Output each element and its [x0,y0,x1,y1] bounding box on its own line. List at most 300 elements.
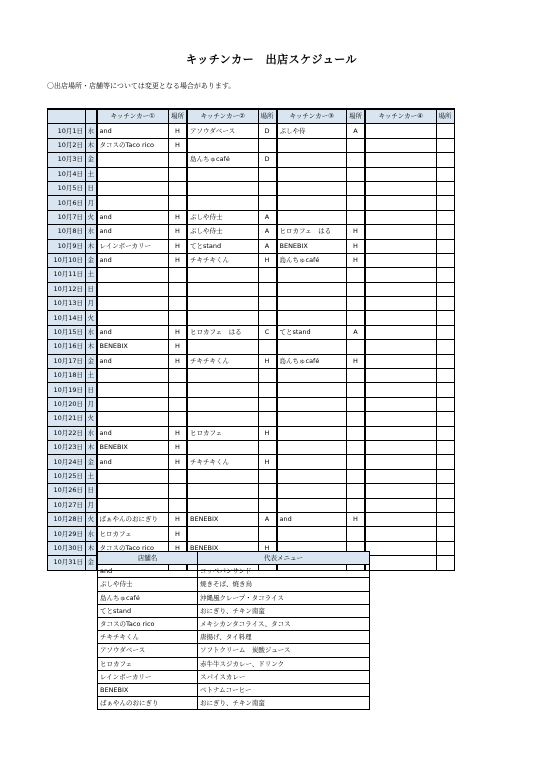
location-4-cell [436,527,454,541]
location-4-cell [436,426,454,440]
kitchencar-1-cell [97,282,169,296]
location-2-cell [258,268,277,282]
header-kitchencar-4: キッチンカー④ [365,109,436,124]
location-4-cell [436,210,454,224]
kitchencar-2-cell [187,340,258,354]
schedule-row [48,311,455,325]
menu-body [98,565,370,710]
dow-cell: 木 [86,541,97,555]
location-2-cell: H [258,455,277,469]
kitchencar-3-cell: and [277,512,347,526]
date-cell: 10月30日 [48,541,86,555]
location-3-cell: H [347,512,366,526]
kitchencar-1-cell: タコスのTaco rico [97,138,169,152]
location-3-cell [347,527,366,541]
schedule-row [48,153,455,167]
header-kitchencar-2: キッチンカー② [187,109,258,124]
schedule-row [48,412,455,426]
schedule-row [48,484,455,498]
dow-cell: 木 [86,440,97,454]
kitchencar-1-cell: and [97,225,169,239]
kitchencar-2-cell [187,181,258,195]
dow-cell: 金 [86,556,97,570]
location-3-cell [347,383,366,397]
kitchencar-4-cell [365,124,436,138]
kitchencar-3-cell [277,440,347,454]
dow-cell: 水 [86,426,97,440]
menu-dish-cell: 焼きそば、焼き鳥 [198,578,370,591]
header-location-4: 場所 [436,109,454,124]
schedule-row [48,167,455,181]
location-3-cell [347,167,366,181]
menu-shop-cell: アソウダベース [98,644,198,657]
menu-dish-cell: 沖縄風クレープ・タコライス [198,591,370,604]
date-cell: 10月19日 [48,383,86,397]
kitchencar-3-cell: ぷしや侍 [277,124,347,138]
location-1-cell [169,297,188,311]
location-2-cell [258,383,277,397]
location-3-cell [347,297,366,311]
kitchencar-3-cell [277,282,347,296]
kitchencar-4-cell [365,340,436,354]
location-4-cell [436,167,454,181]
location-2-cell: H [258,426,277,440]
kitchencar-2-cell [187,440,258,454]
header-kitchencar-1: キッチンカー① [97,109,169,124]
kitchencar-4-cell [365,426,436,440]
menu-dish-cell: 唐揚げ、タイ料理 [198,631,370,644]
menu-row [98,578,370,591]
location-1-cell [169,498,188,512]
location-1-cell: H [169,210,188,224]
schedule-row [48,426,455,440]
kitchencar-1-cell [97,397,169,411]
date-cell: 10月3日 [48,153,86,167]
dow-cell: 日 [86,484,97,498]
location-3-cell [347,181,366,195]
dow-cell: 月 [86,297,97,311]
location-1-cell [169,268,188,282]
kitchencar-4-cell [365,311,436,325]
schedule-row [48,369,455,383]
location-3-cell [347,282,366,296]
location-1-cell [169,383,188,397]
location-1-cell [169,412,188,426]
kitchencar-1-cell [97,469,169,483]
menu-dish-cell: ベトナムコーヒー [198,683,370,696]
date-cell: 10月28日 [48,512,86,526]
kitchencar-3-cell: てとstand [277,325,347,339]
kitchencar-1-cell [97,369,169,383]
menu-shop-cell: てとstand [98,604,198,617]
kitchencar-2-cell [187,412,258,426]
kitchencar-4-cell [365,498,436,512]
kitchencar-3-cell [277,412,347,426]
kitchencar-1-cell: and [97,124,169,138]
location-4-cell [436,484,454,498]
schedule-row [48,440,455,454]
kitchencar-2-cell [187,397,258,411]
location-2-cell [258,181,277,195]
kitchencar-3-cell [277,210,347,224]
date-cell: 10月8日 [48,225,86,239]
location-3-cell [347,440,366,454]
kitchencar-3-cell [277,196,347,210]
kitchencar-4-cell [365,369,436,383]
location-2-cell [258,527,277,541]
kitchencar-2-cell [187,484,258,498]
menu-shop-cell: and [98,565,198,578]
kitchencar-1-cell: and [97,354,169,368]
location-4-cell [436,282,454,296]
location-4-cell [436,297,454,311]
kitchencar-2-cell [187,311,258,325]
date-cell: 10月17日 [48,354,86,368]
menu-row [98,617,370,630]
kitchencar-3-cell [277,167,347,181]
kitchencar-3-cell [277,340,347,354]
location-1-cell [169,153,188,167]
kitchencar-1-cell: タコスのTaco rico [97,541,169,555]
location-2-cell: A [258,210,277,224]
kitchencar-3-cell: 島んちゅcafé [277,253,347,267]
kitchencar-3-cell [277,469,347,483]
menu-row [98,657,370,670]
kitchencar-1-cell [97,167,169,181]
menu-dish-cell: メキシカンタコライス、タコス [198,617,370,630]
kitchencar-4-cell [365,253,436,267]
menu-row [98,604,370,617]
kitchencar-2-cell [187,383,258,397]
location-3-cell [347,153,366,167]
kitchencar-3-cell [277,397,347,411]
dow-cell: 月 [86,397,97,411]
location-3-cell [347,369,366,383]
kitchencar-4-cell [365,397,436,411]
schedule-row [48,138,455,152]
location-3-cell: H [347,354,366,368]
location-1-cell: H [169,225,188,239]
kitchencar-4-cell [365,512,436,526]
location-2-cell: D [258,124,277,138]
kitchencar-3-cell [277,369,347,383]
menu-dish-cell: 赤牛牛スジカレー、ドリンク [198,657,370,670]
date-cell: 10月31日 [48,556,86,570]
location-1-cell: H [169,512,188,526]
location-1-cell [169,311,188,325]
menu-row [98,591,370,604]
kitchencar-4-cell [365,455,436,469]
dow-cell: 金 [86,354,97,368]
dow-cell: 土 [86,268,97,282]
location-2-cell [258,469,277,483]
kitchencar-3-cell [277,383,347,397]
location-3-cell: H [347,253,366,267]
schedule-row [48,181,455,195]
kitchencar-2-cell: 島んちゅcafé [187,153,258,167]
location-4-cell [436,383,454,397]
schedule-row [48,297,455,311]
schedule-row [48,253,455,267]
location-2-cell: A [258,512,277,526]
date-cell: 10月6日 [48,196,86,210]
location-3-cell [347,138,366,152]
location-2-cell: H [258,253,277,267]
location-1-cell: H [169,527,188,541]
location-3-cell [347,268,366,282]
location-3-cell: H [347,225,366,239]
location-1-cell [169,196,188,210]
location-4-cell [436,455,454,469]
schedule-row [48,268,455,282]
kitchencar-1-cell [97,297,169,311]
header-location-2: 場所 [258,109,277,124]
kitchencar-1-cell [97,412,169,426]
location-4-cell [436,556,454,570]
kitchencar-4-cell [365,541,436,555]
location-1-cell: H [169,325,188,339]
location-4-cell [436,153,454,167]
header-location-1: 場所 [169,109,188,124]
location-4-cell [436,196,454,210]
location-1-cell [169,167,188,181]
header-dow [86,109,97,124]
location-2-cell: H [258,541,277,555]
kitchencar-4-cell [365,354,436,368]
location-3-cell [347,340,366,354]
location-3-cell [347,484,366,498]
kitchencar-4-cell [365,196,436,210]
location-1-cell: H [169,124,188,138]
kitchencar-3-cell [277,268,347,282]
kitchencar-2-cell: チキチキくん [187,253,258,267]
menu-shop-cell: ばぁやんのおにぎり [98,697,198,710]
dow-cell: 金 [86,455,97,469]
kitchencar-4-cell [365,527,436,541]
kitchencar-2-cell [187,268,258,282]
kitchencar-1-cell: ヒロカフェ [97,527,169,541]
location-2-cell: D [258,153,277,167]
location-3-cell [347,498,366,512]
schedule-row [48,498,455,512]
location-2-cell: C [258,325,277,339]
menu-dish-cell: おにぎり、チキン南蛮 [198,604,370,617]
kitchencar-4-cell [365,225,436,239]
schedule-row [48,225,455,239]
menu-table [97,551,370,710]
location-3-cell [347,196,366,210]
dow-cell: 火 [86,412,97,426]
kitchencar-3-cell [277,297,347,311]
menu-shop-cell: タコスのTaco rico [98,617,198,630]
location-2-cell: A [258,225,277,239]
location-2-cell [258,311,277,325]
menu-dish-cell: スパイスカレー [198,670,370,683]
location-4-cell [436,138,454,152]
header-location-3: 場所 [347,109,366,124]
location-1-cell: H [169,455,188,469]
kitchencar-2-cell [187,498,258,512]
kitchencar-4-cell [365,167,436,181]
menu-shop-cell: ぶしや侍士 [98,578,198,591]
dow-cell: 木 [86,340,97,354]
dow-cell: 日 [86,282,97,296]
date-cell: 10月12日 [48,282,86,296]
kitchencar-3-cell: BENEBIX [277,239,347,253]
kitchencar-2-cell [187,527,258,541]
date-cell: 10月4日 [48,167,86,181]
date-cell: 10月20日 [48,397,86,411]
schedule-row [48,340,455,354]
header-date [48,109,86,124]
location-3-cell: A [347,124,366,138]
kitchencar-2-cell [187,167,258,181]
location-2-cell [258,369,277,383]
kitchencar-2-cell [187,138,258,152]
dow-cell: 水 [86,527,97,541]
location-4-cell [436,124,454,138]
location-2-cell [258,397,277,411]
menu-row [98,670,370,683]
schedule-row [48,397,455,411]
date-cell: 10月14日 [48,311,86,325]
kitchencar-2-cell: ぶしや侍士 [187,210,258,224]
kitchencar-1-cell: and [97,325,169,339]
kitchencar-1-cell: and [97,253,169,267]
kitchencar-2-cell: ヒロカフェ [187,426,258,440]
kitchencar-1-cell: and [97,426,169,440]
location-2-cell [258,412,277,426]
kitchencar-1-cell [97,181,169,195]
location-3-cell [347,311,366,325]
location-3-cell: A [347,325,366,339]
schedule-row [48,455,455,469]
dow-cell: 日 [86,383,97,397]
dow-cell: 水 [86,225,97,239]
date-cell: 10月5日 [48,181,86,195]
location-4-cell [436,412,454,426]
schedule-row [48,469,455,483]
location-1-cell: H [169,440,188,454]
kitchencar-2-cell: ヒロカフェ はる [187,325,258,339]
dow-cell: 木 [86,138,97,152]
kitchencar-4-cell [365,325,436,339]
location-3-cell [347,426,366,440]
date-cell: 10月27日 [48,498,86,512]
kitchencar-3-cell [277,311,347,325]
kitchencar-4-cell [365,440,436,454]
dow-cell: 日 [86,181,97,195]
schedule-row [48,196,455,210]
menu-shop-cell: BENEBIX [98,683,198,696]
kitchencar-3-cell [277,498,347,512]
date-cell: 10月29日 [48,527,86,541]
menu-header-shop: 店舗名 [98,552,198,565]
kitchencar-4-cell [365,268,436,282]
date-cell: 10月16日 [48,340,86,354]
schedule-row [48,124,455,138]
location-4-cell [436,340,454,354]
location-4-cell [436,354,454,368]
menu-row [98,683,370,696]
dow-cell: 土 [86,469,97,483]
location-4-cell [436,541,454,555]
menu-dish-cell: コッペパンサンド [198,565,370,578]
location-2-cell [258,297,277,311]
location-1-cell: H [169,426,188,440]
location-2-cell [258,440,277,454]
date-cell: 10月10日 [48,253,86,267]
location-3-cell [347,210,366,224]
kitchencar-2-cell: ぶしや侍士 [187,225,258,239]
kitchencar-4-cell [365,383,436,397]
date-cell: 10月1日 [48,124,86,138]
schedule-row [48,354,455,368]
dow-cell: 火 [86,210,97,224]
dow-cell: 土 [86,167,97,181]
location-4-cell [436,469,454,483]
date-cell: 10月15日 [48,325,86,339]
schedule-row [48,282,455,296]
location-1-cell: H [169,138,188,152]
dow-cell: 土 [86,369,97,383]
location-3-cell [347,397,366,411]
schedule-row [48,527,455,541]
dow-cell: 金 [86,253,97,267]
date-cell: 10月24日 [48,455,86,469]
kitchencar-2-cell: てとstand [187,239,258,253]
location-4-cell [436,253,454,267]
location-1-cell: H [169,354,188,368]
location-4-cell [436,268,454,282]
kitchencar-4-cell [365,210,436,224]
kitchencar-4-cell [365,181,436,195]
location-4-cell [436,325,454,339]
kitchencar-3-cell [277,181,347,195]
kitchencar-4-cell [365,484,436,498]
location-1-cell: H [169,253,188,267]
kitchencar-3-cell [277,484,347,498]
kitchencar-1-cell [97,311,169,325]
menu-dish-cell: ソフトクリーム 炭酸ジュース [198,644,370,657]
location-1-cell [169,484,188,498]
date-cell: 10月21日 [48,412,86,426]
location-1-cell [169,369,188,383]
date-cell: 10月7日 [48,210,86,224]
location-4-cell [436,311,454,325]
kitchencar-2-cell [187,369,258,383]
dow-cell: 木 [86,239,97,253]
menu-shop-cell: レインボーカリー [98,670,198,683]
location-4-cell [436,369,454,383]
date-cell: 10月9日 [48,239,86,253]
location-4-cell [436,225,454,239]
header-kitchencar-3: キッチンカー③ [277,109,347,124]
dow-cell: 火 [86,512,97,526]
date-cell: 10月2日 [48,138,86,152]
location-1-cell: H [169,340,188,354]
menu-shop-cell: チキチキくん [98,631,198,644]
location-4-cell [436,512,454,526]
kitchencar-1-cell [97,498,169,512]
kitchencar-4-cell [365,469,436,483]
menu-dish-cell: おにぎり、チキン南蛮 [198,697,370,710]
kitchencar-2-cell [187,297,258,311]
menu-row [98,644,370,657]
dow-cell: 水 [86,325,97,339]
location-2-cell [258,484,277,498]
schedule-row [48,210,455,224]
